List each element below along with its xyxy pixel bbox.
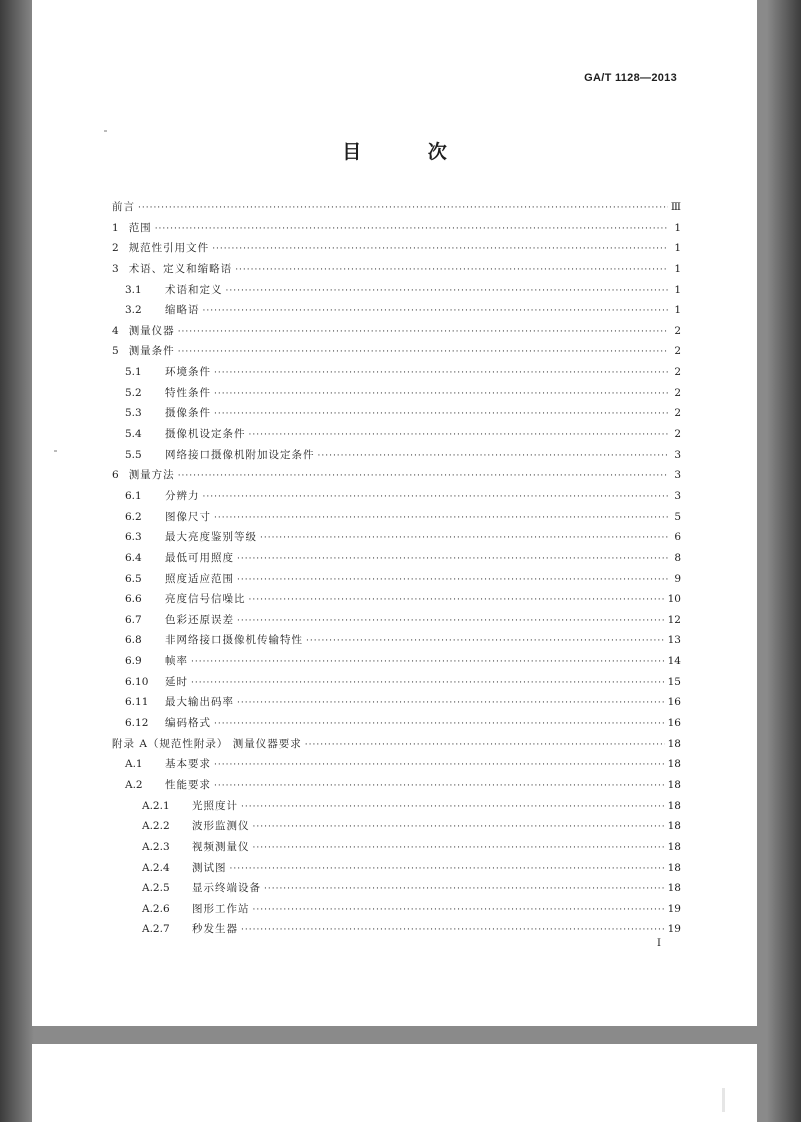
toc-entry-number: 6.2 xyxy=(125,510,142,523)
toc-entry-page: 5 xyxy=(674,510,681,523)
toc-entry[interactable] xyxy=(112,610,681,631)
toc-entry-number: 5.4 xyxy=(125,428,142,441)
toc-leader-dots xyxy=(178,342,668,363)
toc-entry-number: 5.2 xyxy=(125,386,142,399)
toc-entry-page: 15 xyxy=(667,675,681,688)
toc-leader-dots xyxy=(214,384,668,405)
toc-entry[interactable] xyxy=(112,734,681,755)
toc-leader-dots xyxy=(191,673,665,694)
toc-entry-title: 分辨力 xyxy=(165,489,200,502)
toc-entry-page: 2 xyxy=(674,345,681,358)
toc-entry-title: 延时 xyxy=(165,675,188,688)
toc-entry-page: 16 xyxy=(667,717,681,730)
toc-leader-dots xyxy=(214,508,668,529)
toc-entry-title: 摄像机设定条件 xyxy=(165,428,246,441)
toc-entry[interactable] xyxy=(112,672,681,693)
toc-entry-title: 测量方法 xyxy=(128,469,175,482)
toc-entry-number: 5.3 xyxy=(125,407,142,420)
toc-entry-page: 2 xyxy=(674,324,681,337)
scan-speck xyxy=(104,130,107,132)
toc-entry-title: 环境条件 xyxy=(165,366,211,379)
toc-entry[interactable] xyxy=(112,445,681,466)
toc-entry-number: A.2.1 xyxy=(142,799,170,812)
toc-entry-number: 6.4 xyxy=(125,551,142,564)
toc-leader-dots xyxy=(260,528,668,549)
toc-leader-dots xyxy=(230,859,665,880)
toc-entry-page: 2 xyxy=(674,407,681,420)
toc-entry-page: 12 xyxy=(667,613,681,626)
toc-entry[interactable] xyxy=(112,775,681,796)
toc-entry-page: 19 xyxy=(667,923,681,936)
toc-entry[interactable] xyxy=(112,403,681,424)
toc-entry[interactable] xyxy=(112,507,681,528)
page-number: I xyxy=(657,938,661,949)
toc-entry-title: 亮度信号信噪比 xyxy=(165,593,246,606)
toc-entry-page: 1 xyxy=(674,262,681,275)
toc-entry[interactable] xyxy=(112,341,681,362)
toc-entry-number: A.2.6 xyxy=(142,902,170,915)
toc-entry[interactable] xyxy=(112,362,681,383)
toc-leader-dots xyxy=(214,714,665,735)
toc-entry-number: 5.5 xyxy=(125,448,142,461)
toc-leader-dots xyxy=(155,219,668,240)
toc-entry[interactable] xyxy=(112,919,681,940)
toc-entry-page: 19 xyxy=(667,902,681,915)
toc-entry-number: 5 xyxy=(112,345,119,358)
toc-entry-number: 6.12 xyxy=(125,717,149,730)
toc-entry-title: 基本要求 xyxy=(165,758,211,771)
toc-entry-title: 帧率 xyxy=(165,655,188,668)
toc-entry[interactable] xyxy=(112,238,681,259)
toc-leader-dots xyxy=(253,817,665,838)
toc-entry-number: A.2.5 xyxy=(142,882,170,895)
toc-entry-page: 9 xyxy=(674,572,681,585)
toc-entry[interactable] xyxy=(112,651,681,672)
toc-leader-dots xyxy=(191,652,665,673)
toc-leader-dots xyxy=(214,755,665,776)
toc-entry-page: 18 xyxy=(667,882,681,895)
toc-entry-page: 8 xyxy=(674,551,681,564)
toc-entry-title: 摄像条件 xyxy=(165,407,211,420)
toc-entry-number: 6.6 xyxy=(125,593,142,606)
toc-entry-number: 6.5 xyxy=(125,572,142,585)
toc-leader-dots xyxy=(264,879,665,900)
toc-entry-title: 图形工作站 xyxy=(192,902,250,915)
toc-entry-page: 6 xyxy=(674,531,681,544)
toc-entry[interactable] xyxy=(112,837,681,858)
toc-entry[interactable] xyxy=(112,527,681,548)
toc-entry-page: 18 xyxy=(667,758,681,771)
toc-entry[interactable] xyxy=(112,858,681,879)
toc-entry[interactable] xyxy=(112,218,681,239)
toc-entry-page: 18 xyxy=(667,861,681,874)
toc-entry-page: 3 xyxy=(674,448,681,461)
toc-entry-page: 2 xyxy=(674,428,681,441)
toc-entry[interactable] xyxy=(112,816,681,837)
toc-entry-number: 6.9 xyxy=(125,655,142,668)
toc-entry-number: 1 xyxy=(112,221,119,234)
toc-entry-title: 缩略语 xyxy=(165,304,200,317)
toc-entry[interactable] xyxy=(112,899,681,920)
toc-leader-dots xyxy=(305,735,665,756)
toc-entry-number: A.2.7 xyxy=(142,923,170,936)
toc-entry[interactable] xyxy=(112,486,681,507)
toc-entry-number: 5.1 xyxy=(125,366,142,379)
toc-entry-title: 色彩还原误差 xyxy=(165,613,234,626)
toc-leader-dots xyxy=(237,693,665,714)
toc-entry[interactable] xyxy=(112,713,681,734)
toc-entry-number: 2 xyxy=(112,242,119,255)
toc-leader-dots xyxy=(253,900,665,921)
toc-entry-page: 18 xyxy=(667,840,681,853)
toc-entry[interactable] xyxy=(112,383,681,404)
toc-entry[interactable] xyxy=(112,465,681,486)
toc-entry-title: 测量条件 xyxy=(128,345,175,358)
toc-entry[interactable] xyxy=(112,300,681,321)
toc-entry-title: 测试图 xyxy=(192,861,227,874)
toc-entry-title: 范围 xyxy=(128,221,152,234)
toc-entry-page: 14 xyxy=(667,655,681,668)
toc-leader-dots xyxy=(214,363,668,384)
toc-leader-dots xyxy=(235,260,668,281)
toc-entry-number: 4 xyxy=(112,324,119,337)
toc-entry-number: 6 xyxy=(112,469,119,482)
toc-entry-title: 最大亮度鉴别等级 xyxy=(165,531,257,544)
toc-leader-dots xyxy=(203,487,669,508)
toc-entry-title: 显示终端设备 xyxy=(192,882,261,895)
toc-entry-page: 13 xyxy=(667,634,681,647)
toc-leader-dots xyxy=(249,425,669,446)
toc-leader-dots xyxy=(212,239,668,260)
toc-entry-page: 3 xyxy=(674,469,681,482)
toc-entry-number: 3.2 xyxy=(125,304,142,317)
toc-leader-dots xyxy=(241,797,665,818)
document-page[interactable] xyxy=(32,0,757,1026)
toc-entry[interactable] xyxy=(112,569,681,590)
toc-entry[interactable] xyxy=(112,197,681,218)
toc-entry[interactable] xyxy=(112,692,681,713)
toc-entry-number: 6.7 xyxy=(125,613,142,626)
toc-entry-title: 波形监测仪 xyxy=(192,820,250,833)
toc-leader-dots xyxy=(318,446,669,467)
toc-entry-page: 3 xyxy=(674,489,681,502)
toc-entry-title: 性能要求 xyxy=(165,778,211,791)
toc-entry-page: 18 xyxy=(667,737,681,750)
toc-entry[interactable] xyxy=(112,630,681,651)
toc-leader-dots xyxy=(306,631,665,652)
toc-leader-dots xyxy=(226,281,669,302)
toc-entry[interactable] xyxy=(112,280,681,301)
toc-entry-number: 3.1 xyxy=(125,283,142,296)
toc-entry-page: 18 xyxy=(667,799,681,812)
toc-entry-page: 18 xyxy=(667,820,681,833)
toc-leader-dots xyxy=(178,322,668,343)
toc-entry-title: 非网络接口摄像机传输特性 xyxy=(165,634,303,647)
toc-entry-title: 图像尺寸 xyxy=(165,510,211,523)
toc-entry-title: 术语、定义和缩略语 xyxy=(128,262,233,275)
toc-leader-dots xyxy=(203,301,669,322)
toc-entry-title: 网络接口摄像机附加设定条件 xyxy=(165,448,315,461)
toc-entry-page: 1 xyxy=(674,221,681,234)
next-document-page[interactable] xyxy=(32,1044,757,1122)
toc-entry-page: 2 xyxy=(674,386,681,399)
toc-entry-title: 特性条件 xyxy=(165,386,211,399)
toc-leader-dots xyxy=(253,838,665,859)
toc-entry[interactable] xyxy=(112,796,681,817)
toc-leader-dots xyxy=(214,404,668,425)
toc-entry-title: 术语和定义 xyxy=(165,283,223,296)
page-edge-mark xyxy=(722,1088,725,1112)
toc-entry-title: 最大输出码率 xyxy=(165,696,234,709)
toc-entry-page: 18 xyxy=(667,778,681,791)
toc-entry-number: A.2.4 xyxy=(142,861,170,874)
toc-leader-dots xyxy=(237,611,665,632)
toc-entry[interactable] xyxy=(112,754,681,775)
toc-entry[interactable] xyxy=(112,424,681,445)
toc-entry-number: A.2.3 xyxy=(142,840,170,853)
toc-entry-title: 前言 xyxy=(112,201,135,213)
toc-entry-page: 16 xyxy=(667,696,681,709)
toc-entry-number: 3 xyxy=(112,262,119,275)
toc-entry-page: 1 xyxy=(674,283,681,296)
toc-leader-dots xyxy=(249,590,665,611)
toc-entry-page: Ⅲ xyxy=(670,201,681,213)
toc-entry-page: 1 xyxy=(674,242,681,255)
toc-entry-title: 规范性引用文件 xyxy=(128,242,210,255)
toc-entry-number: A.1 xyxy=(125,758,143,771)
toc-entry-page: 1 xyxy=(674,304,681,317)
toc-entry-title: 测量仪器 xyxy=(128,324,175,337)
toc-entry-number: 6.10 xyxy=(125,675,149,688)
toc-entry-title: 光照度计 xyxy=(192,799,238,812)
toc-entry-number: 6.8 xyxy=(125,634,142,647)
toc-entry-number: A.2.2 xyxy=(142,820,170,833)
toc-entry[interactable] xyxy=(112,321,681,342)
toc-entry-title: 编码格式 xyxy=(165,717,211,730)
toc-leader-dots xyxy=(237,549,668,570)
toc-entry[interactable] xyxy=(112,878,681,899)
standard-code: GA/T 1128—2013 xyxy=(584,72,677,84)
toc-leader-dots xyxy=(241,920,665,941)
toc-entry-number: 6.1 xyxy=(125,489,142,502)
toc-entry-title: 附录 A（规范性附录） 测量仪器要求 xyxy=(112,737,302,750)
toc-leader-dots xyxy=(138,198,668,219)
toc-entry-title: 秒发生器 xyxy=(192,923,238,936)
toc-entry-title: 最低可用照度 xyxy=(165,551,234,564)
toc-leader-dots xyxy=(214,776,665,797)
toc-entry[interactable] xyxy=(112,259,681,280)
scan-speck xyxy=(54,450,57,452)
toc-entry-page: 2 xyxy=(674,366,681,379)
toc-leader-dots xyxy=(178,466,668,487)
toc-entry[interactable] xyxy=(112,589,681,610)
toc-heading: 目 次 xyxy=(342,141,477,163)
table-of-contents xyxy=(112,197,681,940)
toc-entry-page: 10 xyxy=(667,593,681,606)
toc-entry-number: A.2 xyxy=(125,778,143,791)
toc-entry[interactable] xyxy=(112,548,681,569)
toc-entry-title: 视频测量仪 xyxy=(192,840,250,853)
toc-leader-dots xyxy=(237,570,668,591)
toc-entry-title: 照度适应范围 xyxy=(165,572,234,585)
toc-entry-number: 6.11 xyxy=(125,696,149,709)
toc-entry-number: 6.3 xyxy=(125,531,142,544)
